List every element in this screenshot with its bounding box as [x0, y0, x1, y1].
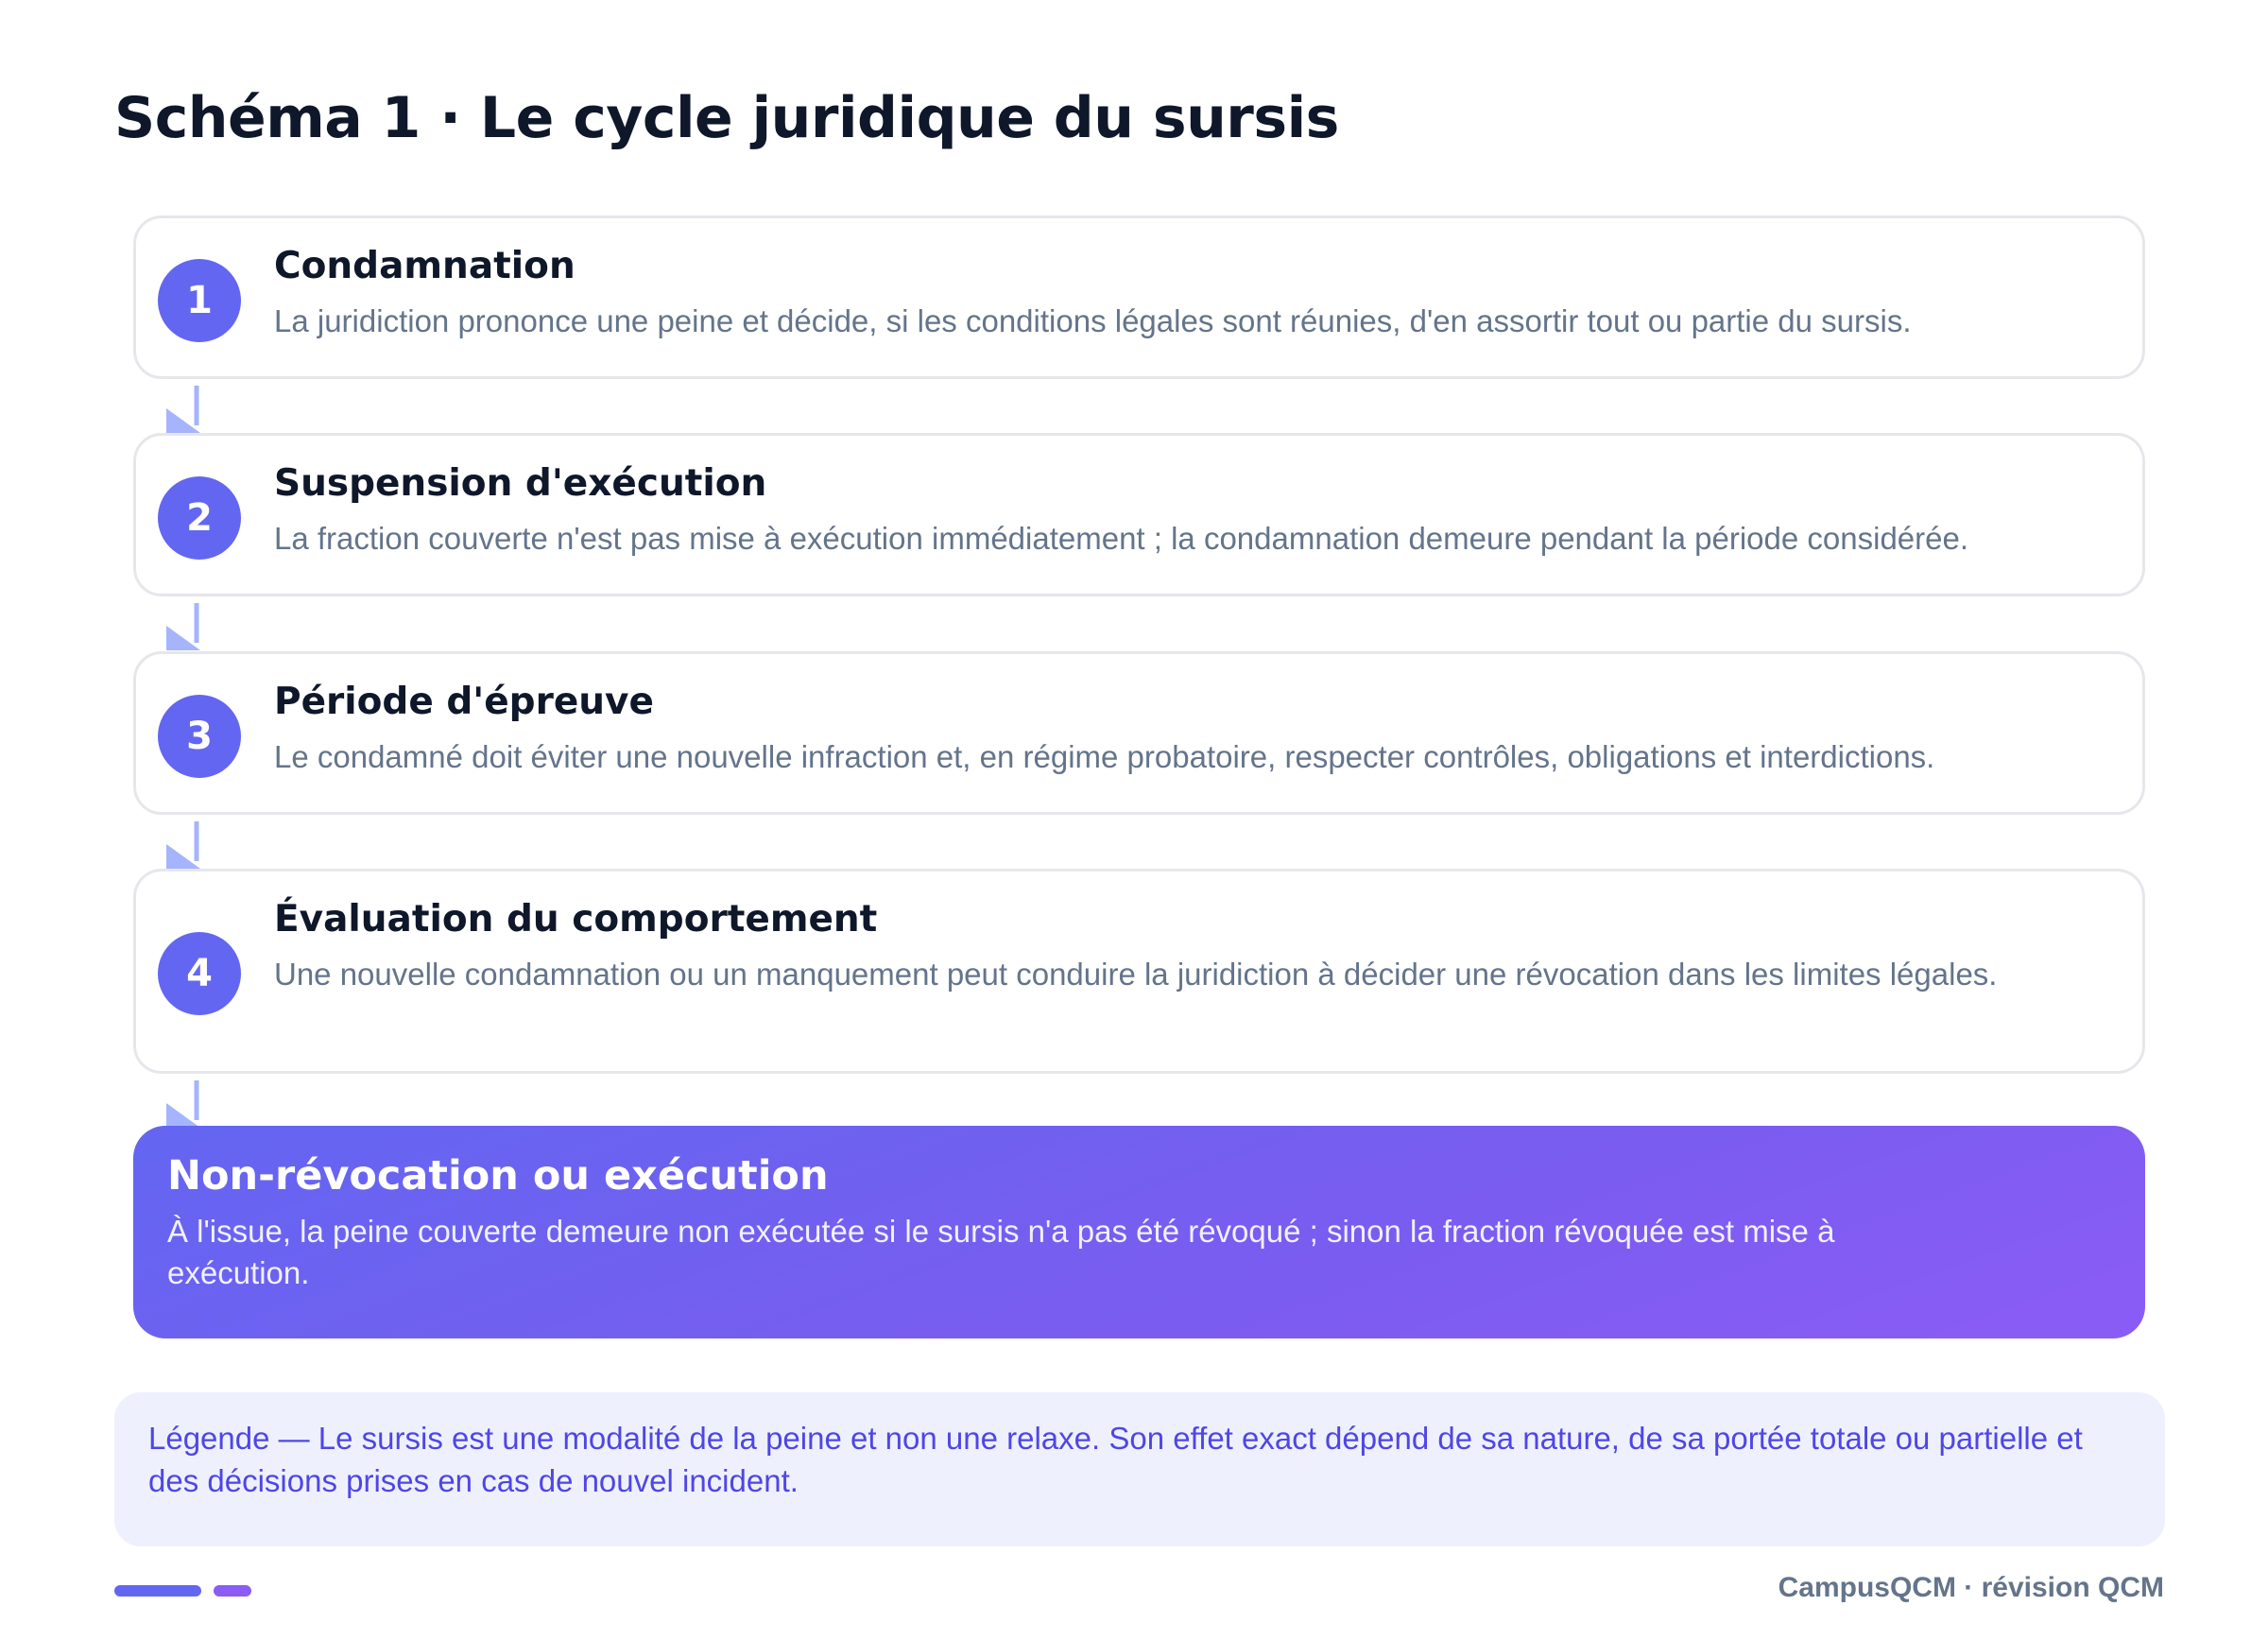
step-number-badge: 2: [158, 476, 241, 560]
step-description: La juridiction prononce une peine et décide, si les conditions légales sont réunies, d'en assortir tout ou partie du sursis.: [274, 303, 1912, 338]
legend-box: [114, 1392, 2165, 1546]
step-number-badge: 3: [158, 695, 241, 778]
step-card-suspension: [133, 433, 2145, 596]
legend-text: Légende — Le sursis est une modalité de la peine et non une relaxe. Son effet exact dépend de sa nature, de sa portée totale ou partielle et des décisions prises en cas de nouvel incident.: [148, 1421, 2083, 1498]
down-arrow-connector: [166, 603, 204, 652]
step-card-condamnation: [133, 216, 2145, 379]
step-card-evaluation: [133, 869, 2145, 1074]
progress-pill-primary: [114, 1585, 201, 1597]
page-title: Schéma 1 · Le cycle juridique du sursis: [114, 85, 1339, 151]
step-card-periode-epreuve: [133, 651, 2145, 815]
step-number-badge: 4: [158, 932, 241, 1015]
final-outcome-description: À l'issue, la peine couverte demeure non exécutée si le sursis n'a pas été révoqué ; sinon la fraction révoquée est mise à exécution.: [167, 1214, 1835, 1290]
step-number-badge: 1: [158, 259, 241, 342]
step-title: Période d'épreuve: [274, 681, 654, 723]
step-title: Condamnation: [274, 245, 576, 287]
step-title: Évaluation du comportement: [274, 898, 878, 941]
down-arrow-connector: [166, 1080, 204, 1130]
final-outcome-card: [133, 1126, 2145, 1338]
step-description: La fraction couverte n'est pas mise à exécution immédiatement ; la condamnation demeure pendant la période considérée.: [274, 521, 1969, 556]
down-arrow-connector: [166, 386, 204, 435]
footer-brand: CampusQCM · révision QCM: [1778, 1572, 2164, 1603]
step-description: Le condamné doit éviter une nouvelle infraction et, en régime probatoire, respecter contrôles, obligations et interdictions.: [274, 739, 1935, 774]
step-description: Une nouvelle condamnation ou un manquement peut conduire la juridiction à décider une révocation dans les limites légales.: [274, 957, 1998, 992]
down-arrow-connector: [166, 821, 204, 871]
final-outcome-title: Non-révocation ou exécution: [167, 1152, 829, 1200]
progress-pill-secondary: [214, 1585, 251, 1597]
step-title: Suspension d'exécution: [274, 462, 767, 505]
